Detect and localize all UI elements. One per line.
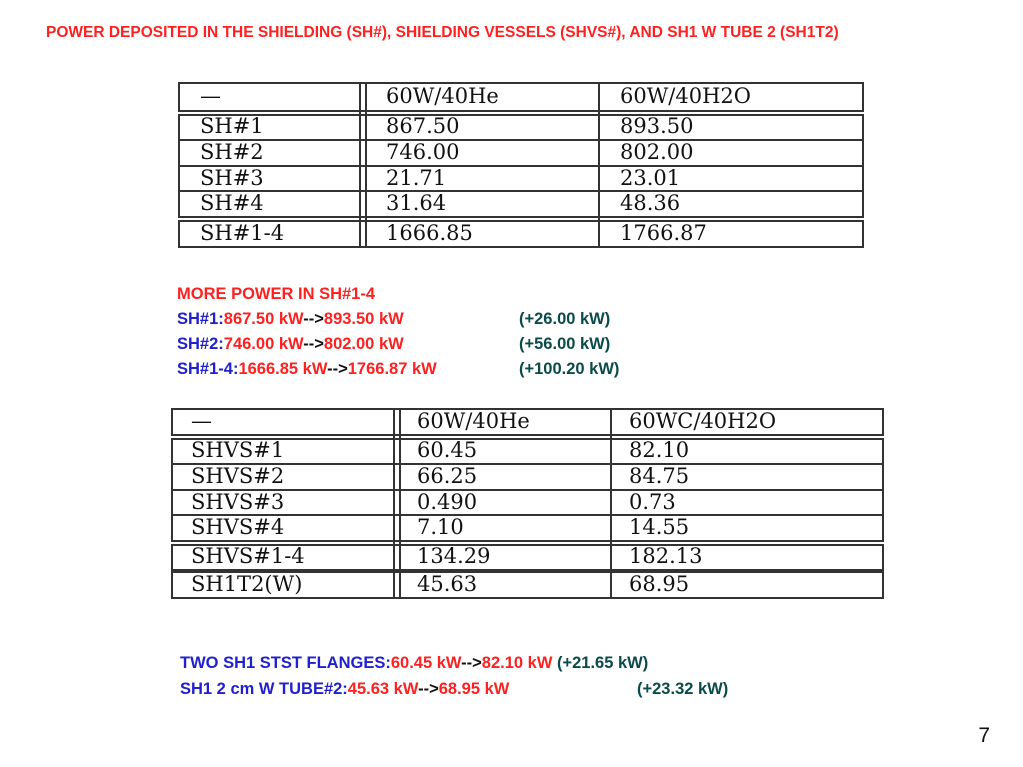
table2-total-label: SHVS#1-4 [191,544,305,568]
table1-total-label: SH#1-4 [200,221,285,245]
note1-heading: MORE POWER IN SH#1-4 [177,285,376,303]
table2-cell: 82.10 [629,438,690,462]
table1-row-label: SH#1 [200,114,264,138]
note2-to: 82.10 kW [481,654,553,672]
table2-total-cell: 68.95 [629,572,690,596]
page-number: 7 [978,724,990,747]
table2-cell: 14.55 [629,515,690,539]
note2-to: 68.95 kW [438,680,510,698]
shvs-power-table [171,406,884,599]
table1-total-cell: 1766.87 [620,221,707,245]
table2-row-label: SHVS#4 [191,515,285,539]
note2-line [180,677,509,702]
note2-from: 45.63 kW [347,680,419,698]
table2-cell: 0.490 [417,490,478,514]
table1-cell: 23.01 [620,166,681,190]
table2-cell: 7.10 [417,515,464,539]
note2-delta: (+23.32 kW) [637,680,729,698]
note1-line [177,357,437,382]
table2-cell: 60.45 [417,438,478,462]
table1-cell: 48.36 [620,191,681,215]
table1-cell: 802.00 [620,140,694,164]
note2-arrow: --> [461,654,482,672]
table2-row-label: SHVS#2 [191,464,285,488]
table2-cell: 0.73 [629,490,676,514]
note1-from: 867.50 kW [223,310,304,328]
sh-power-table [178,80,864,248]
note1-to: 1766.87 kW [347,360,437,378]
table1-cell: 893.50 [620,114,694,138]
table2-cell: 84.75 [629,464,690,488]
note1-delta: (+100.20 kW) [519,360,620,378]
note1-arrow: --> [303,310,324,328]
note1-label: SH#2: [177,335,224,353]
note1-line [177,332,404,357]
note1-line [177,307,404,332]
table1-header-col1: 60W/40He [386,84,499,108]
table1-header-col2: 60W/40H2O [620,84,751,108]
table1-row-label: SH#3 [200,166,264,190]
table2-cell: 66.25 [417,464,478,488]
table2-total-cell: 134.29 [417,544,491,568]
table1-row-label: SH#4 [200,191,264,215]
table1-cell: 21.71 [386,166,447,190]
table1-cell: 746.00 [386,140,460,164]
note1-from: 1666.85 kW [238,360,328,378]
note1-to: 802.00 kW [323,335,404,353]
note1-delta: (+56.00 kW) [519,335,611,353]
table2-total-cell: 182.13 [629,544,703,568]
table1-cell: 31.64 [386,191,447,215]
table2-total-label: SH1T2(W) [191,572,303,596]
note1-from: 746.00 kW [223,335,304,353]
table1-row-label: SH#2 [200,140,264,164]
table2-total-cell: 45.63 [417,572,478,596]
table2-header-col2: 60WC/40H2O [629,409,777,433]
note2-label: SH1 2 cm W TUBE#2: [180,680,348,698]
note2-label: TWO SH1 STST FLANGES: [180,654,391,672]
note2-delta: (+21.65 kW) [556,654,649,672]
note2-arrow: --> [418,680,439,698]
note2-line [180,651,648,676]
table2-row-label: SHVS#1 [191,438,285,462]
table2-header-col1: 60W/40He [417,409,530,433]
note1-label: SH#1-4: [177,360,239,378]
note1-arrow: --> [303,335,324,353]
slide-title: POWER DEPOSITED IN THE SHIELDING (SH#), SHIELDING VESSELS (SHVS#), AND SH1 W TUBE 2 (SH1T2) [46,24,839,41]
note1-label: SH#1: [177,310,224,328]
note1-arrow: --> [327,360,348,378]
table1-cell: 867.50 [386,114,460,138]
table1-total-cell: 1666.85 [386,221,473,245]
note2-from: 60.45 kW [390,654,462,672]
table1-header-corner: — [200,84,221,108]
table2-row-label: SHVS#3 [191,490,285,514]
note1-to: 893.50 kW [323,310,404,328]
note1-delta: (+26.00 kW) [519,310,611,328]
table2-header-corner: — [191,409,212,433]
